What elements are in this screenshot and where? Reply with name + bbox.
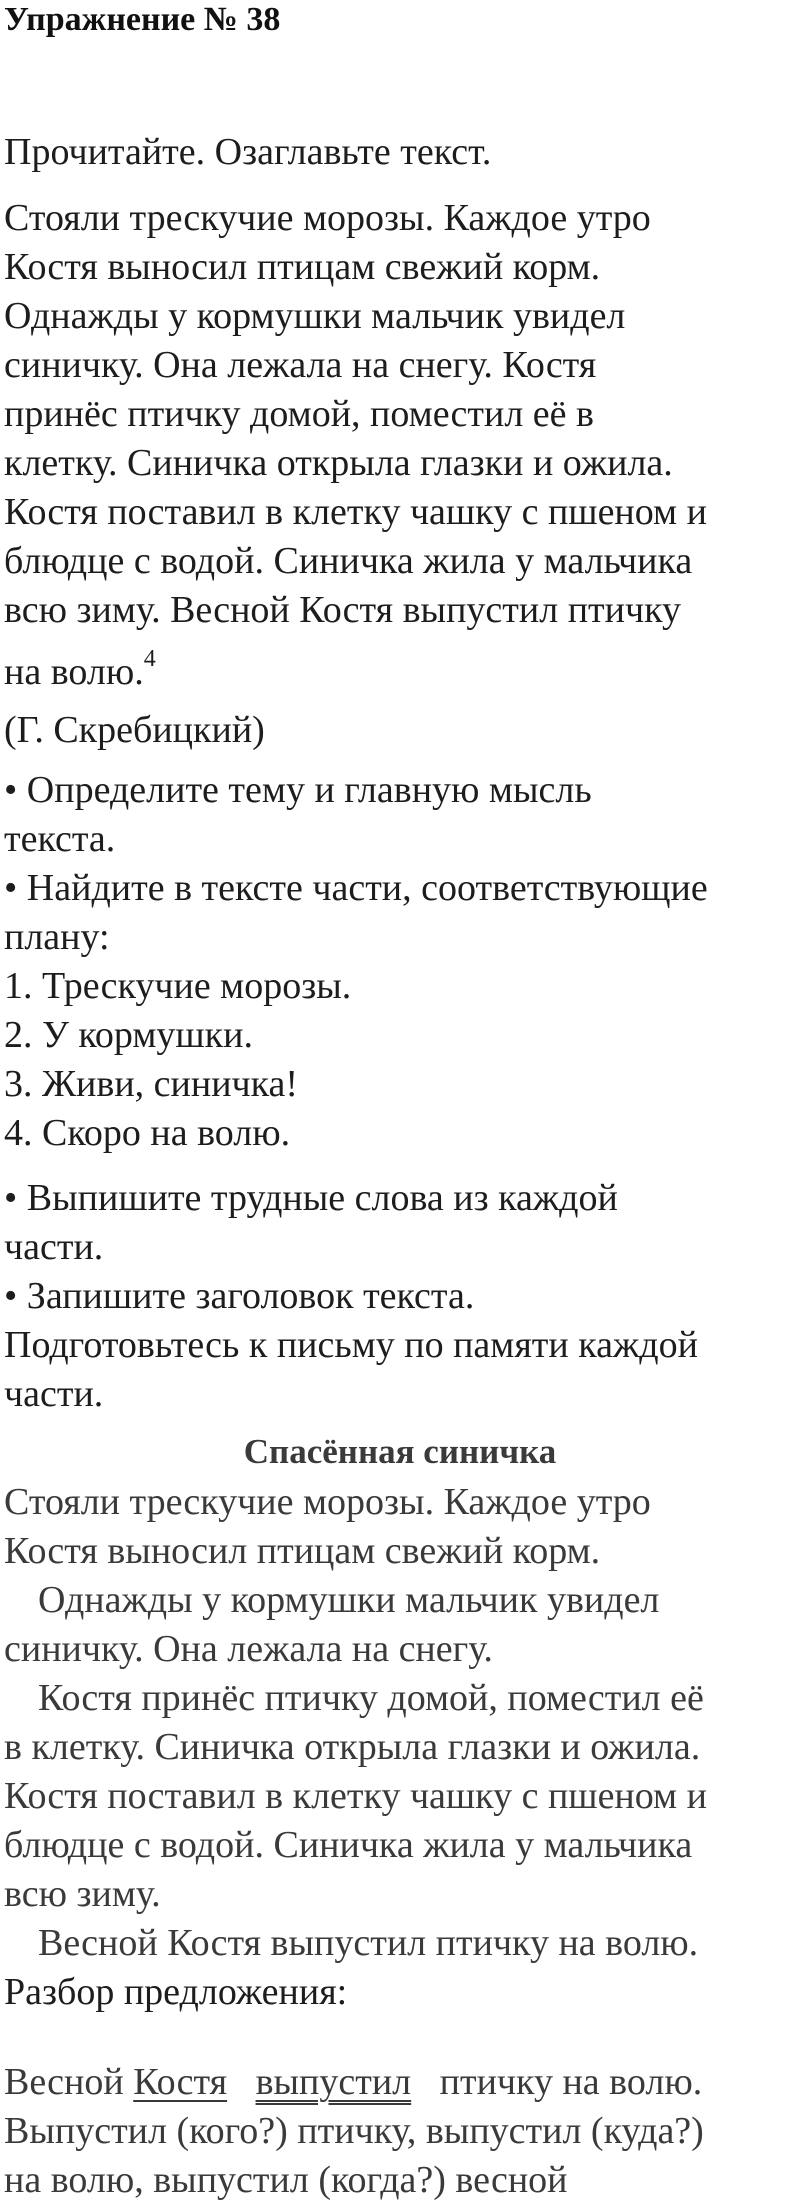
answer-line: синичку. Она лежала на снегу. (4, 1628, 493, 1670)
answer-line: блюдце с водой. Синичка жила у мальчика (4, 1824, 693, 1866)
answer-text (4, 1478, 796, 1968)
analysis-block (4, 2058, 796, 2205)
answer-line: всю зиму. (4, 1873, 161, 1915)
analysis-word: Весной (4, 2061, 124, 2103)
plan-item: 2. У кормушки. (4, 1014, 253, 1056)
footnote-mark: 4 (143, 646, 156, 672)
task-block (4, 128, 796, 177)
analysis-predicate: выпустил (255, 2061, 412, 2103)
questions-block-b (4, 1174, 796, 1419)
answer-line: Весной Костя выпустил птичку на волю. (38, 1922, 699, 1964)
question-line: Подготовьтесь к письму по памяти каждой (4, 1324, 698, 1366)
analysis-subject: Костя (133, 2061, 228, 2103)
analysis-rest: птичку на волю. (439, 2061, 703, 2103)
author: (Г. Скребицкий) (4, 709, 265, 751)
question-line: • Запишите заголовок текста. (4, 1275, 475, 1317)
question-line: • Выпишите трудные слова из каждой (4, 1177, 618, 1219)
answer-line: Костя принёс птичку домой, поместил её (38, 1677, 704, 1719)
answer-line: Костя выносил птицам свежий корм. (4, 1530, 601, 1572)
question-line: • Найдите в тексте части, соответствующие (4, 867, 708, 909)
answer-line: Однажды у кормушки мальчик увидел (38, 1579, 660, 1621)
answer-line: Костя поставил в клетку чашку с пшеном и (4, 1775, 707, 1817)
text-line: всю зиму. Весной Костя выпустил птичку (4, 589, 682, 631)
answer-heading: Спасённая синичка (243, 1432, 557, 1471)
question-line: плану: (4, 916, 110, 958)
plan-item: 1. Трескучие морозы. (4, 965, 352, 1007)
instruction: Прочитайте. Озаглавьте текст. (4, 131, 492, 173)
question-line: • Определите тему и главную мысль (4, 769, 592, 811)
text-line: Костя поставил в клетку чашку с пшеном и (4, 491, 707, 533)
question-line: части. (4, 1226, 104, 1268)
text-line: синичку. Она лежала на снегу. Костя (4, 344, 597, 386)
analysis-title: Разбор предложения: (4, 1971, 348, 2013)
text-line: блюдце с водой. Синичка жила у мальчика (4, 540, 693, 582)
text-last-line (4, 635, 796, 697)
plan-item: 4. Скоро на волю. (4, 1112, 291, 1154)
answer-line: в клетку. Синичка открыла глазки и ожила. (4, 1726, 701, 1768)
analysis-line: Выпустил (кого?) птичку, выпустил (куда?) (4, 2110, 704, 2152)
analysis-line: на волю, выпустил (когда?) весной (4, 2159, 568, 2201)
analysis-title-block (4, 1968, 796, 2017)
text-line: Однажды у кормушки мальчик увидел (4, 295, 626, 337)
text-line: Костя выносил птицам свежий корм. (4, 246, 601, 288)
task-text (4, 194, 796, 697)
text-line: Стояли трескучие морозы. Каждое утро (4, 197, 651, 239)
plan-item: 3. Живи, синичка! (4, 1063, 299, 1105)
questions-block-a (4, 766, 796, 1158)
exercise-title: Упражнение № 38 (4, 1, 281, 38)
analysis-sentence (4, 2058, 796, 2107)
question-line: текста. (4, 818, 116, 860)
last-line-text: на волю. (4, 651, 144, 693)
text-line: принёс птичку домой, поместил её в (4, 393, 594, 435)
question-line: части. (4, 1373, 104, 1415)
author-block (4, 706, 796, 755)
text-line: клетку. Синичка открыла глазки и ожила. (4, 442, 673, 484)
answer-line: Стояли трескучие морозы. Каждое утро (4, 1481, 651, 1523)
